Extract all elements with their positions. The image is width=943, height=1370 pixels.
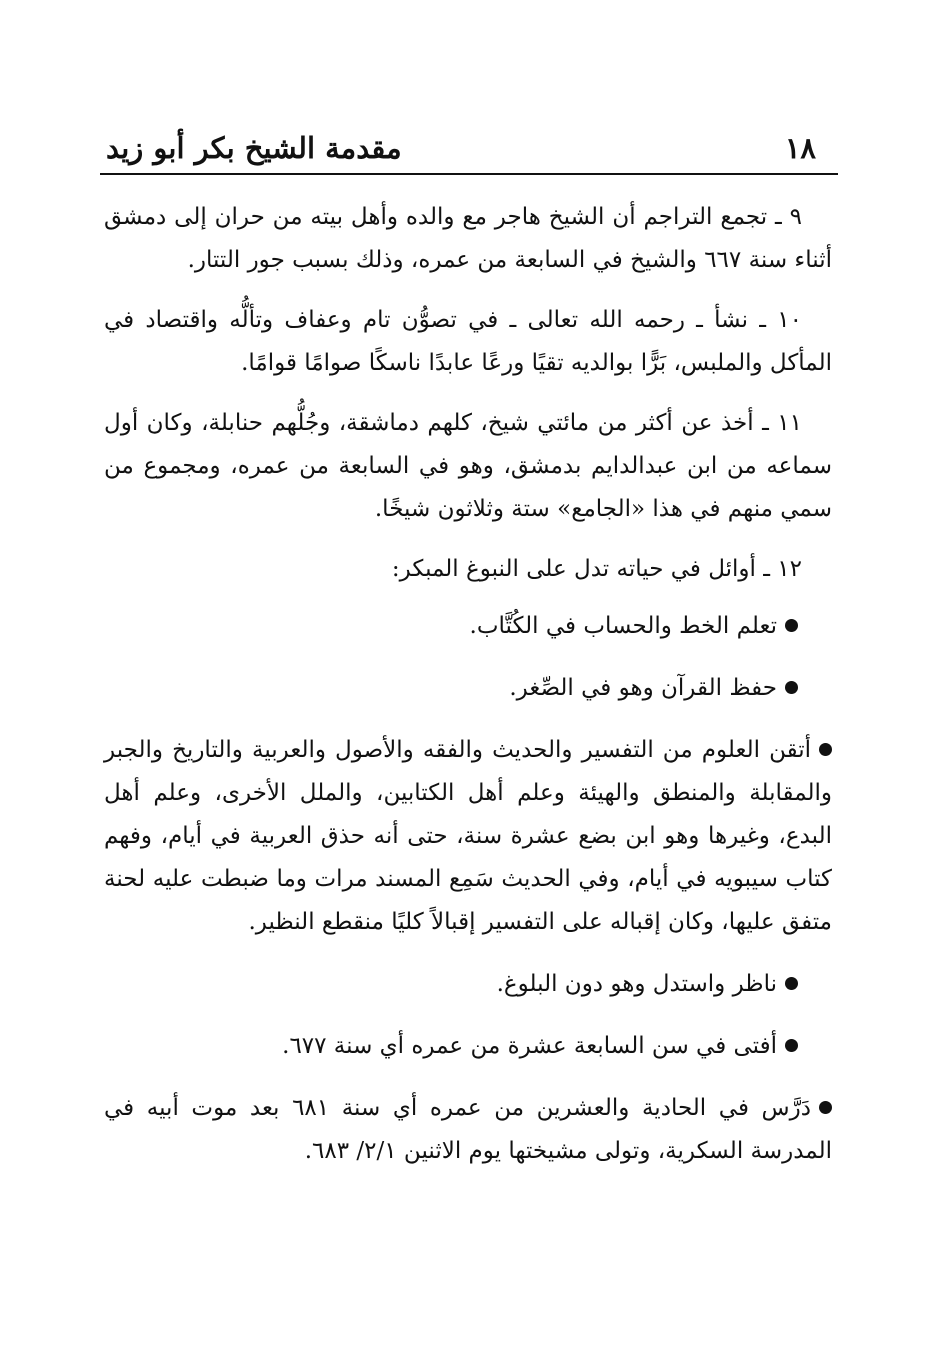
running-title: مقدمة الشيخ بكر أبو زيد (106, 131, 402, 165)
list-item (104, 1087, 832, 1173)
list-item-text: حفظ القرآن وهو في الصِّغر. (509, 675, 777, 701)
bullet-icon (785, 977, 798, 990)
header-divider (100, 173, 838, 175)
page-number: ١٨ (784, 131, 816, 165)
page-body (104, 196, 832, 1192)
list-item-text: دَرَّس في الحادية والعشرين من عمره أي سنة ٦٨١ بعد موت أبيه في المدرسة السكرية، وتولى مشيختها يوم الاثنين ٢/١/ ٦٨٣. (104, 1095, 832, 1164)
list-item (104, 605, 832, 648)
list-item (104, 963, 832, 1006)
paragraph-11: ١١ ـ أخذ عن أكثر من مائتي شيخ، كلهم دماشقة، وجُلُّهم حنابلة، وكان أول سماعه من ابن عبدالدايم بدمشق، وهو في السابعة من عمره، ومجموع من سمي منهم في هذا «الجامع» ستة وثلاثون شيخًا. (104, 410, 832, 522)
paragraph-12: ١٢ ـ أوائل في حياته تدل على النبوغ المبكر: (391, 556, 802, 582)
bullet-icon (785, 619, 798, 632)
list-item-text: أفتى في سن السابعة عشرة من عمره أي سنة ٦٧٧. (282, 1033, 777, 1059)
paragraph-10: ١٠ ـ نشأ ـ رحمه الله تعالى ـ في تصوُّن تام وعفاف وتألُّه واقتصاد في المأكل والملبس، بَرًّا بوالديه تقيًا ورعًا عابدًا ناسكًا صوامًا قوامًا. (104, 307, 832, 376)
bullet-icon (785, 1039, 798, 1052)
list-item (104, 1025, 832, 1068)
paragraph-9: ٩ ـ تجمع التراجم أن الشيخ هاجر مع والده وأهل بيته من حران إلى دمشق أثناء سنة ٦٦٧ والشيخ في السابعة من عمره، وذلك بسبب جور التتار. (104, 204, 832, 273)
bullet-icon (785, 681, 798, 694)
list-item-text: أتقن العلوم من التفسير والحديث والفقه والأصول والعربية والتاريخ والجبر والمقابلة والمنطق والهيئة وعلم أهل الكتابين، والملل الأخرى، وعلم أهل البدع، وغيرها وهو ابن بضع عشرة سنة، حتى أنه حذق العربية في أيام، وفهم كتاب سيبويه في أيام، وفي الحديث سَمِع المسند مرات وما ضبطت عليه لحنة متفق عليها، وكان إقباله على التفسير إقبالاً كليًا منقطع النظير. (104, 737, 832, 935)
list-item (104, 729, 832, 944)
bullet-icon (819, 743, 832, 756)
bullet-icon (819, 1101, 832, 1114)
page-header (100, 128, 838, 172)
list-item-text: ناظر واستدل وهو دون البلوغ. (496, 971, 777, 997)
list-item (104, 667, 832, 710)
list-item-text: تعلم الخط والحساب في الكُتَّاب. (469, 613, 777, 639)
